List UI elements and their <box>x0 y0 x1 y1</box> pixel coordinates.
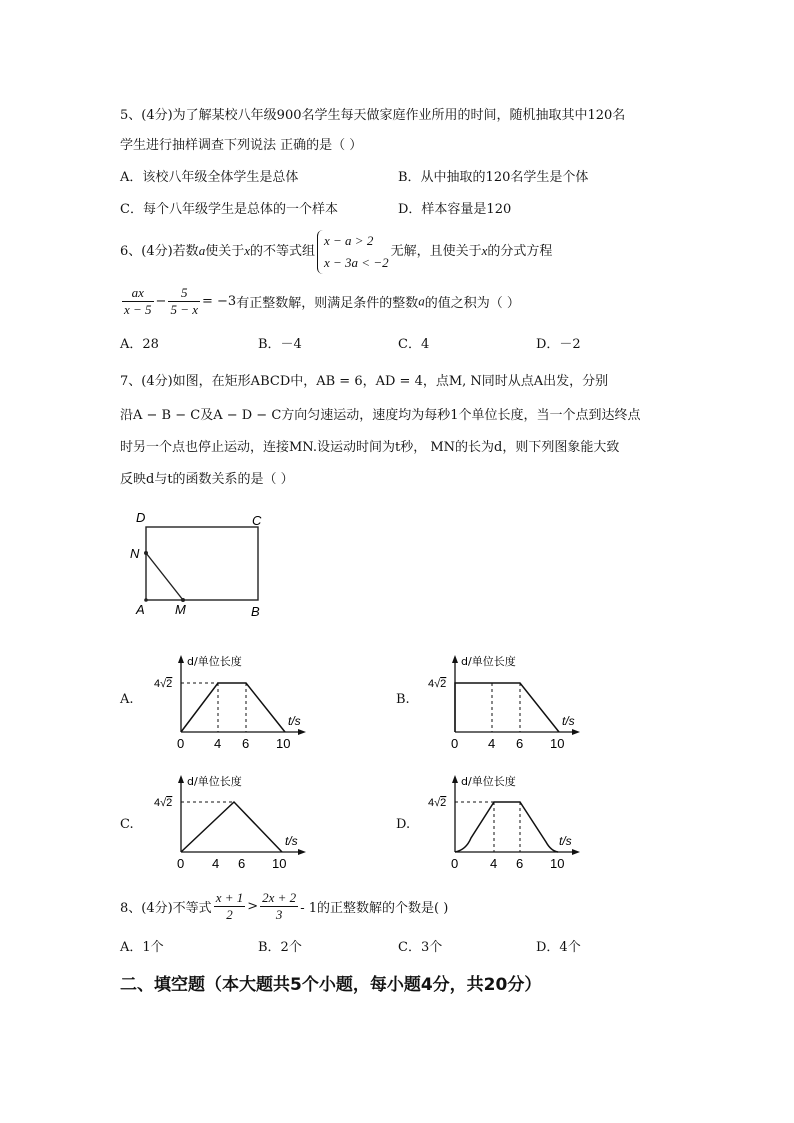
x4: 4 <box>214 736 222 751</box>
curve <box>181 683 285 732</box>
q6-fraction-1 <box>122 285 154 318</box>
x6: 6 <box>238 856 246 871</box>
q6-mid2: 的不等式组 <box>249 244 315 259</box>
q8-option-d: D．4个 <box>536 940 581 955</box>
q8-f1-num: x + 1 <box>215 890 244 905</box>
ytick: 4√2 <box>154 678 173 690</box>
x0: 0 <box>451 856 459 871</box>
q8-fraction-1 <box>214 890 246 923</box>
q6-var-a2: a <box>418 293 425 309</box>
curve <box>181 802 282 852</box>
graph-d <box>424 772 584 874</box>
x6: 6 <box>516 856 524 871</box>
x-arrow <box>298 729 306 735</box>
q6-frac1-num: ax <box>122 285 154 302</box>
q8-prefix: 8、(4分)不等式 <box>120 901 212 916</box>
graph-a <box>150 652 310 754</box>
label-d: D <box>136 510 146 525</box>
q6-inequality-system <box>317 230 389 274</box>
xlabel: t/s <box>559 834 572 848</box>
x6: 6 <box>242 736 250 751</box>
label-a: A <box>136 602 145 617</box>
q5-option-b: B．从中抽取的120名学生是个体 <box>398 170 589 185</box>
ytick: 4√2 <box>428 678 447 690</box>
q5-line1: 5、(4分)为了解某校八年级900名学生每天做家庭作业所用的时间，随机抽取其中120名 <box>120 108 626 123</box>
graph-a-label: A. <box>120 692 134 707</box>
q7-line3: 时另一个点也停止运动，连接MN.设运动时间为t秒， MN的长为d，则下列图象能大致 <box>120 440 620 455</box>
ylabel: d/单位长度 <box>187 775 242 788</box>
curve <box>455 802 558 852</box>
ylabel: d/单位长度 <box>461 655 516 668</box>
q7-line1: 7、(4分)如图，在矩形ABCD中，AB = 6，AD = 4，点M, N同时从点A出发，分别 <box>120 374 609 389</box>
q6-tail: 有正整数解，则满足条件的整数 <box>236 296 419 311</box>
segment-mn <box>146 553 183 600</box>
q8-f1-den: 2 <box>226 907 233 922</box>
xlabel: t/s <box>285 834 298 848</box>
q6-var-x2: x <box>481 243 488 258</box>
q6-option-b: B．－4 <box>258 337 302 352</box>
x0: 0 <box>177 736 185 751</box>
q6-option-a: A．28 <box>120 337 159 352</box>
x0: 0 <box>451 736 459 751</box>
y-arrow <box>452 775 458 783</box>
x4: 4 <box>488 736 496 751</box>
xlabel: t/s <box>562 714 575 728</box>
q6-option-c: C．4 <box>398 337 430 352</box>
point-n <box>144 551 148 555</box>
q8-suffix: - 1的正整数解的个数是( ) <box>300 901 449 916</box>
x10: 10 <box>276 736 291 751</box>
q6-prefix: 6、(4分)若数 <box>120 244 199 259</box>
q6-eq-rhs: = −3 <box>202 294 237 309</box>
q7-line2: 沿A − B − C及A − D − C方向匀速运动，速度均为每秒1个单位长度，当一个点到达终点 <box>120 408 641 423</box>
q6-line2 <box>120 285 520 318</box>
q6-suffix2: 的分式方程 <box>487 244 553 259</box>
q8-option-a: A．1个 <box>120 940 164 955</box>
x4: 4 <box>212 856 220 871</box>
q8-f2-den: 3 <box>275 907 283 922</box>
q6-fraction-2 <box>168 285 200 318</box>
x10: 10 <box>550 736 565 751</box>
q6-suffix1: 无解，且使关于 <box>390 244 482 259</box>
q8-option-b: B．2个 <box>258 940 302 955</box>
graph-b-label: B. <box>396 692 410 707</box>
q5-option-d: D．样本容量是120 <box>398 202 512 217</box>
q8-f2-num: 2x + 2 <box>262 890 297 905</box>
q8-line <box>120 890 448 923</box>
x0: 0 <box>177 856 185 871</box>
graph-c <box>150 772 310 874</box>
q6-var-x: x <box>244 243 250 258</box>
y-arrow <box>452 655 458 663</box>
curve <box>455 683 559 732</box>
graph-b <box>424 652 584 754</box>
rect-abcd <box>146 527 258 600</box>
q5-line2: 学生进行抽样调查下列说法 正确的是（ ） <box>120 138 363 153</box>
q6-var-a: a <box>198 243 206 258</box>
q6-mid1: 使关于 <box>205 244 245 259</box>
graph-c-label: C. <box>120 817 134 832</box>
q7-line4: 反映d与t的函数关系的是（ ） <box>120 472 294 487</box>
x10: 10 <box>550 856 565 871</box>
q5-option-a: A．该校八年级全体学生是总体 <box>120 170 299 185</box>
ylabel: d/单位长度 <box>187 655 242 668</box>
q8-gt: > <box>247 899 259 914</box>
q6-minus: − <box>155 294 167 309</box>
y-arrow <box>178 775 184 783</box>
ytick: 4√2 <box>154 797 173 809</box>
q6-option-d: D．－2 <box>536 337 581 352</box>
label-m: M <box>175 602 186 617</box>
label-b: B <box>251 604 260 619</box>
x-arrow <box>298 849 306 855</box>
x4: 4 <box>490 856 498 871</box>
q8-option-c: C．3个 <box>398 940 443 955</box>
q5-option-c: C．每个八年级学生是总体的一个样本 <box>120 202 338 217</box>
q6-frac2-num: 5 <box>168 285 200 302</box>
q8-fraction-2 <box>260 890 298 923</box>
section2-title: 二、填空题（本大题共5个小题，每小题4分，共20分） <box>120 975 542 995</box>
q6-line1 <box>120 228 552 275</box>
label-n: N <box>130 546 140 561</box>
ylabel: d/单位长度 <box>461 775 516 788</box>
q6-tail2: 的值之积为（ ） <box>424 296 520 311</box>
x-arrow <box>572 849 580 855</box>
y-arrow <box>178 655 184 663</box>
q7-rectangle-figure <box>130 508 270 623</box>
q6-ineq2: x − 3a < −2 <box>324 254 389 270</box>
x6: 6 <box>516 736 524 751</box>
x10: 10 <box>272 856 287 871</box>
x-arrow <box>572 729 580 735</box>
graph-d-label: D. <box>396 817 411 832</box>
xlabel: t/s <box>288 714 301 728</box>
label-c: C <box>252 513 262 528</box>
ytick: 4√2 <box>428 797 447 809</box>
q6-ineq1: x − a > 2 <box>324 232 374 248</box>
q6-frac1-den: x − 5 <box>124 302 152 317</box>
point-a <box>144 598 148 602</box>
q6-frac2-den: 5 − x <box>170 302 198 317</box>
